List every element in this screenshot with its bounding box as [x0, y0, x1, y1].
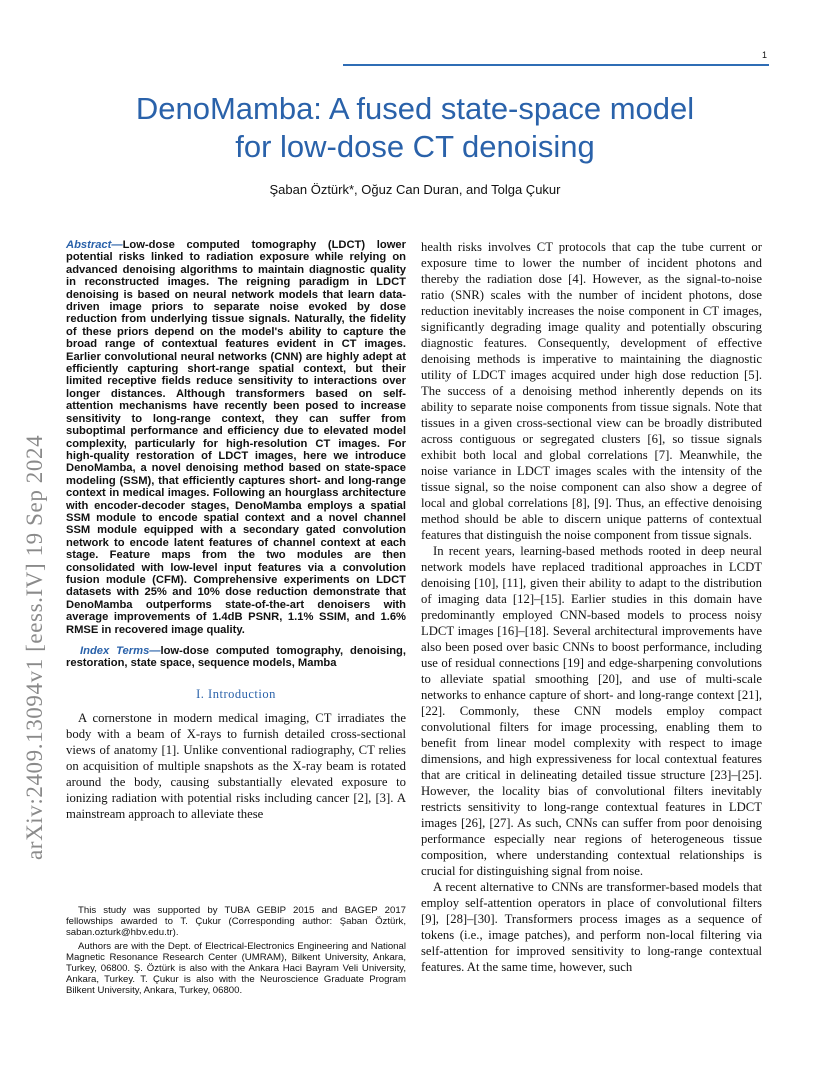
- body-paragraph: In recent years, learning-based methods rooted in deep neural network models have replaced traditional approaches in LCDT denoising [10], [11], given their ability to adapt to the distribution of imaging data [12]–[15]. Earlier studies in this domain have predominantly employed CNN-based models to process noisy LDCT images [16]–[18]. Several architectural improvements have also been posed over basic CNNs to boost performance, including use of residual connections [19] and edge-sharpening convolutions to alleviate spatial smoothing [20], and use of multi-scale networks to enhance capture of short- and long-range context [21], [22]. Commonly, these CNN models employ compact convolutional filters for image processing, enabling them to benefit from linear model complexity with respect to image dimensions, and high expressiveness for local contextual features that are critical in delineating detailed tissue structure [23]–[25]. However, the locality bias of convolutional filters inevitably restricts sensitivity to long-range contextual features in LDCT images [26], [27]. As such, CNNs can suffer from poor denoising performance especially near regions of heterogeneous tissue composition, where understanding contextual relationships is crucial for distinguishing signal from noise.: [421, 544, 762, 878]
- abstract-text: Low-dose computed tomography (LDCT) lower potential risks linked to radiation exposure while relying on advanced denoising algorithms to maintain diagnostic quality in reconstructed images. The reigning paradigm in LDCT denoising is based on neural network models that learn data-driven image priors to separate noise evoked by dose reduction from underlying tissue signals. Naturally, the fidelity of these priors depend on the model's ability to capture the broad range of contextual features evident in CT images. Earlier convolutional neural networks (CNN) are highly adept at efficiently capturing short-range spatial context, but their limited receptive fields reduce sensitivity to interactions over longer distances. Although transformers based on self-attention mechanisms have recently been posed to increase sensitivity to long-range context, they can suffer from suboptimal performance and efficiency due to elevated model complexity, particularly for high-resolution CT images. For high-quality restoration of LDCT images, here we introduce DenoMamba, a novel denoising method based on state-space modeling (SSM), that efficiently captures short- and long-range context in medical images. Following an hourglass architecture with encoder-decoder stages, DenoMamba employs a spatial SSM module to encode spatial context and a novel channel SSM module equipped with a secondary gated convolution network to encode latent features of channel context at each stage. Feature maps from the two modules are then consolidated with low-level input features via a convolution fusion module (CFM). Comprehensive experiments on LDCT datasets with 25% and 10% dose reduction demonstrate that DenoMamba outperforms state-of-the-art denoisers with average improvements of 1.4dB PSNR, 1.1% SSIM, and 1.6% RMSE in recovered image quality.: [66, 239, 406, 636]
- arxiv-identifier: arXiv:2409.13094v1 [eess.IV] 19 Sep 2024: [22, 434, 47, 860]
- footnotes: [66, 905, 406, 999]
- index-terms: [66, 645, 406, 670]
- right-column: [421, 239, 762, 975]
- abstract-label: Abstract—: [66, 239, 123, 251]
- index-terms-label: Index Terms—: [80, 645, 161, 657]
- author-list: Şaban Öztürk*, Oğuz Can Duran, and Tolga Çukur: [269, 182, 561, 197]
- title-line-1: DenoMamba: A fused state-space model: [135, 91, 695, 126]
- left-column: [66, 239, 406, 822]
- intro-paragraph: A cornerstone in modern medical imaging, CT irradiates the body with a beam of X-rays to furnish detailed cross-sectional views of anatomy [1]. Unlike conventional radiography, CT relies on acquisition of multiple snapshots as the X-ray beam is rotated around the body, causing substantially elevated exposure to ionizing radiation with potential risks including cancer [2], [3]. A mainstream approach to alleviate these: [66, 710, 406, 821]
- section-heading: I. Introduction: [196, 686, 276, 701]
- footnote-funding: This study was supported by TUBA GEBIP 2015 and BAGEP 2017 fellowships awarded to T. Çukur (Corresponding author: Şaban Öztürk, saban.ozturk@hbv.edu.tr).: [66, 905, 406, 939]
- paper-title: [60, 90, 770, 166]
- title-line-2: for low-dose CT denoising: [235, 129, 595, 164]
- page-number: 1: [762, 50, 768, 60]
- header-rule: [343, 64, 769, 66]
- body-paragraph: A recent alternative to CNNs are transformer-based models that employ self-attention operators in place of convolutional filters [9], [28]–[30]. Transformers process images as a sequence of tokens (i.e., image patches), and perform non-local filtering via self-attention for improved sensitivity to long-range contextual features. At the same time, however, such: [421, 880, 762, 974]
- index-terms-text: low-dose computed tomography, denoising, restoration, state space, sequence models, Mamba: [66, 645, 406, 670]
- footnote-affiliations: Authors are with the Dept. of Electrical-Electronics Engineering and National Magnetic Resonance Research Center (UMRAM), Bilkent University, Ankara, Turkey, 06800. Ş. Öztürk is also with the Ankara Haci Bayram Veli University, Ankara, Turkey. T. Çukur is also with the Neuroscience Graduate Program Bilkent University, Ankara, Turkey, 06800.: [66, 940, 406, 997]
- abstract: [66, 239, 406, 636]
- body-paragraph: health risks involves CT protocols that cap the tube current or exposure time to lower the number of incident photons and thereby the radiation dose [4]. However, as the signal-to-noise ratio (SNR) scales with the number of incident photons, dose reduction inevitably increases the noise component in CT images, significantly degrading image quality and potentially obscuring diagnostic features. Consequently, development of effective denoising methods is imperative to maintaining the diagnostic utility of LDCT images acquired under high dose reduction [5]. The success of a denoising method inherently depends on its ability to separate noise components from tissue signals. Note that tissues in a given cross-sectional view can be broadly distributed across contiguous or segregated clusters [6], so tissue signals exhibit both local and global correlations [7]. Meanwhile, the noise variance in LDCT images scales with the intensity of the tissue signal, so the noise component can also show a degree of local and global correlations [8], [9]. Thus, an effective denoising method should be able to discern unique patterns of contextual features that distinguish the noise component from tissue signals.: [421, 240, 762, 542]
